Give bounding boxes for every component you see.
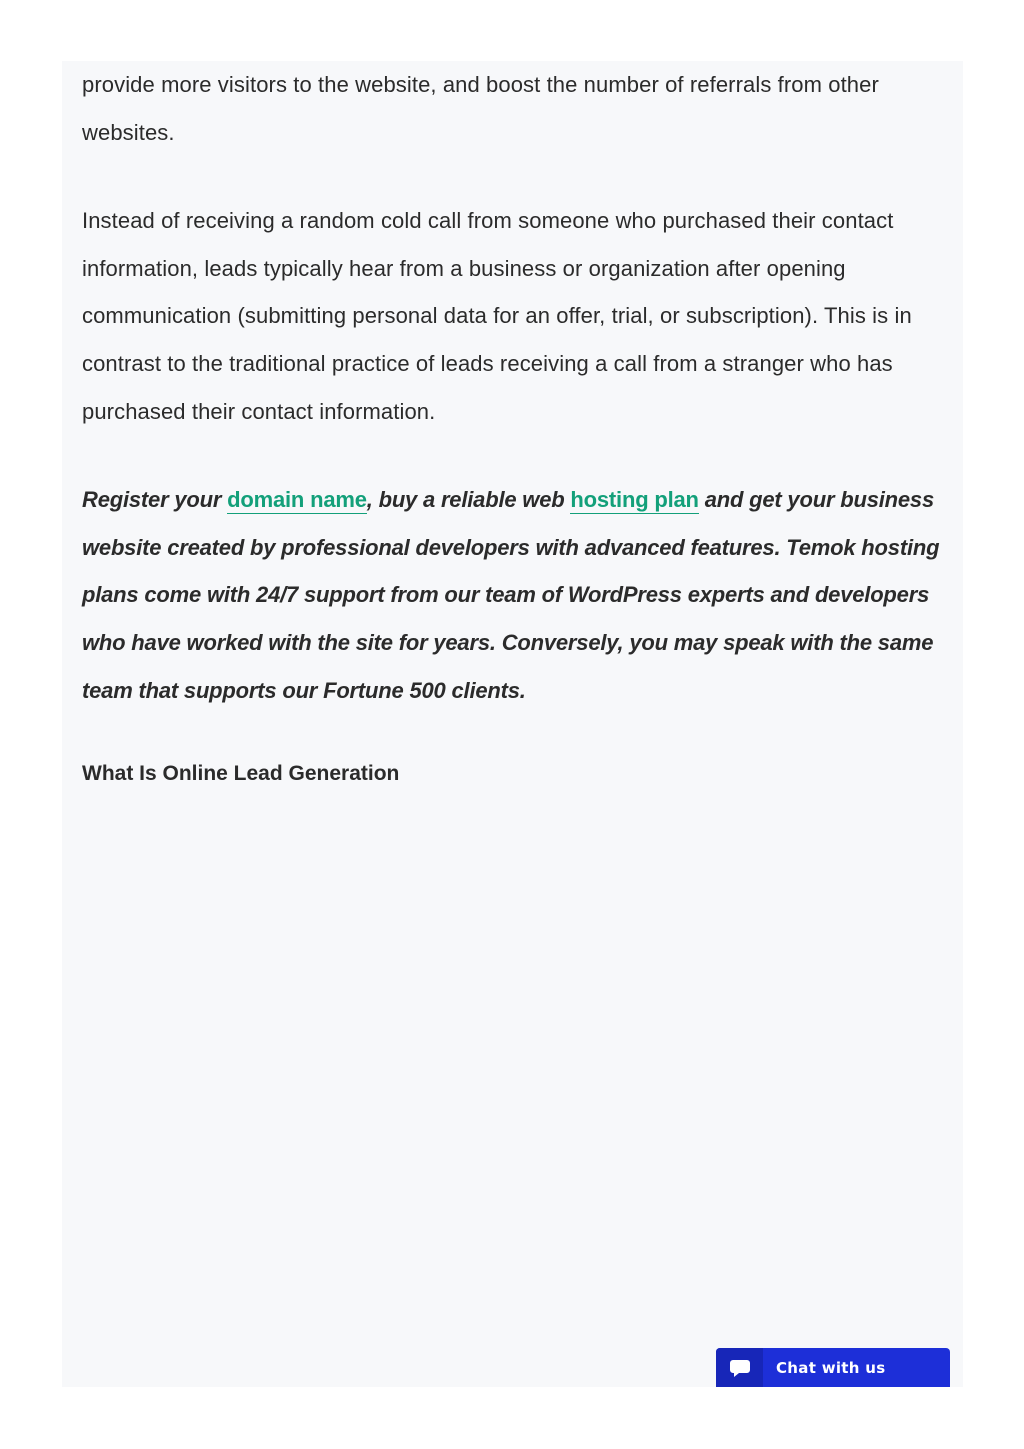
promo-text-start: Register your bbox=[82, 487, 228, 513]
content-card bbox=[62, 61, 963, 1387]
hosting-plan-link[interactable]: hosting plan bbox=[570, 487, 699, 513]
article-body bbox=[82, 61, 944, 787]
domain-name-link[interactable]: domain name bbox=[227, 487, 367, 513]
paragraph-hosting-promo bbox=[82, 476, 944, 714]
chat-widget-button[interactable] bbox=[716, 1348, 950, 1387]
paragraph-referrals: provide more visitors to the website, and boost the number of referrals from other websites. bbox=[82, 72, 879, 145]
promo-text-end: and get your business website created by professional developers with advanced features. Temok hosting plans come with 24/7 support from our team of WordPress experts and developers who have worked with the site for years. Conversely, you may speak with the same team that supports our Fortune 500 clients. bbox=[82, 487, 940, 703]
section-heading: What Is Online Lead Generation bbox=[82, 762, 400, 786]
paragraph-cold-call: Instead of receiving a random cold call from someone who purchased their contact information, leads typically hear from a business or organization after opening communication (submitting personal data for an offer, trial, or subscription). This is in contrast to the traditional practice of leads receiving a call from a stranger who has purchased their contact information. bbox=[82, 208, 912, 424]
chat-bubble-icon bbox=[716, 1348, 763, 1387]
chat-widget-label: Chat with us bbox=[776, 1358, 886, 1377]
promo-text-middle: , buy a reliable web bbox=[366, 487, 571, 513]
